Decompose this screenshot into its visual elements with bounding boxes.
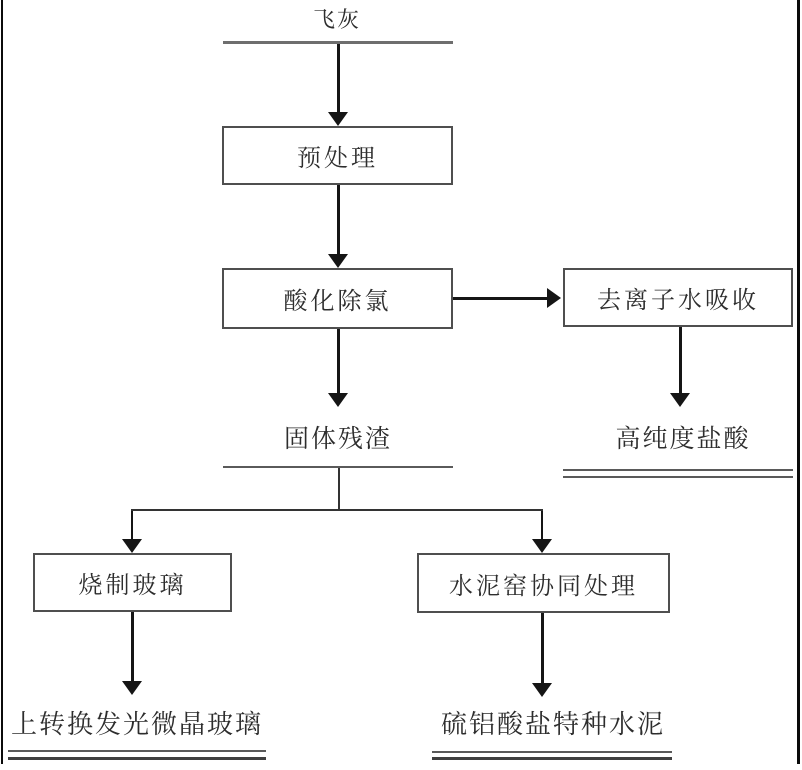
box-pretreatment-label: 预处理: [297, 145, 378, 172]
branch-stem-line: [338, 468, 340, 511]
box-cement-kiln-coprocessing-label: 水泥窑协同处理: [449, 572, 638, 600]
arrow-shaft: [337, 329, 340, 395]
cement-double-underline-2: [432, 757, 672, 760]
arrowhead-right-icon: [547, 288, 561, 308]
arrowhead-down-icon: [532, 683, 552, 697]
arrowhead-down-icon: [328, 112, 348, 126]
arrow-acid-to-solid-residue: [328, 329, 348, 407]
arrow-shaft: [679, 327, 682, 395]
box-deionized-water-absorption: [563, 268, 793, 327]
upconversion-double-underline-1: [8, 750, 266, 752]
node-upconversion-glass-label: 上转换发光微晶玻璃: [10, 709, 264, 739]
arrow-acid-to-deionized: [453, 288, 561, 308]
hcl-double-underline-2: [563, 476, 793, 478]
cement-double-underline-1: [432, 751, 672, 753]
arrow-shaft: [131, 511, 133, 541]
node-fly-ash-label: 飞灰: [312, 7, 362, 32]
arrow-residue-to-glass: [122, 511, 142, 553]
arrowhead-down-icon: [328, 254, 348, 268]
arrow-kiln-to-cement-product: [532, 613, 552, 697]
arrow-pretreatment-to-acid: [328, 185, 348, 268]
arrowhead-down-icon: [122, 539, 142, 553]
branch-horizontal-line: [131, 509, 543, 511]
box-glass-firing-label: 烧制玻璃: [78, 572, 187, 599]
box-pretreatment: [222, 126, 453, 185]
arrowhead-down-icon: [670, 393, 690, 407]
box-deionized-water-absorption-label: 去离子水吸收: [597, 287, 759, 314]
arrowhead-down-icon: [532, 539, 552, 553]
hcl-double-underline-1: [563, 469, 793, 471]
frame-right-edge: [797, 0, 800, 764]
box-cement-kiln-coprocessing: [417, 553, 670, 613]
arrow-flyash-to-pretreatment: [328, 44, 348, 126]
arrow-shaft: [541, 613, 544, 685]
frame-left-edge: [1, 0, 3, 764]
box-acid-dechlorination-label: 酸化除氯: [283, 288, 392, 315]
arrow-glass-to-upconversion: [122, 612, 142, 695]
arrow-shaft: [337, 185, 340, 256]
arrow-shaft: [337, 44, 340, 114]
arrow-residue-to-cement-kiln: [532, 511, 552, 553]
box-acid-dechlorination: [222, 268, 453, 329]
arrow-deionized-to-hcl: [670, 327, 690, 407]
box-glass-firing: [33, 553, 232, 612]
node-sulphoaluminate-cement-label: 硫铝酸盐特种水泥: [440, 709, 666, 739]
arrowhead-down-icon: [328, 393, 348, 407]
arrowhead-down-icon: [122, 681, 142, 695]
node-high-purity-hcl-label: 高纯度盐酸: [615, 425, 751, 453]
arrow-shaft: [453, 297, 549, 300]
arrow-shaft: [131, 612, 134, 683]
arrow-shaft: [541, 511, 543, 541]
upconversion-double-underline-2: [8, 757, 266, 760]
node-solid-residue-label: 固体残渣: [283, 425, 393, 453]
